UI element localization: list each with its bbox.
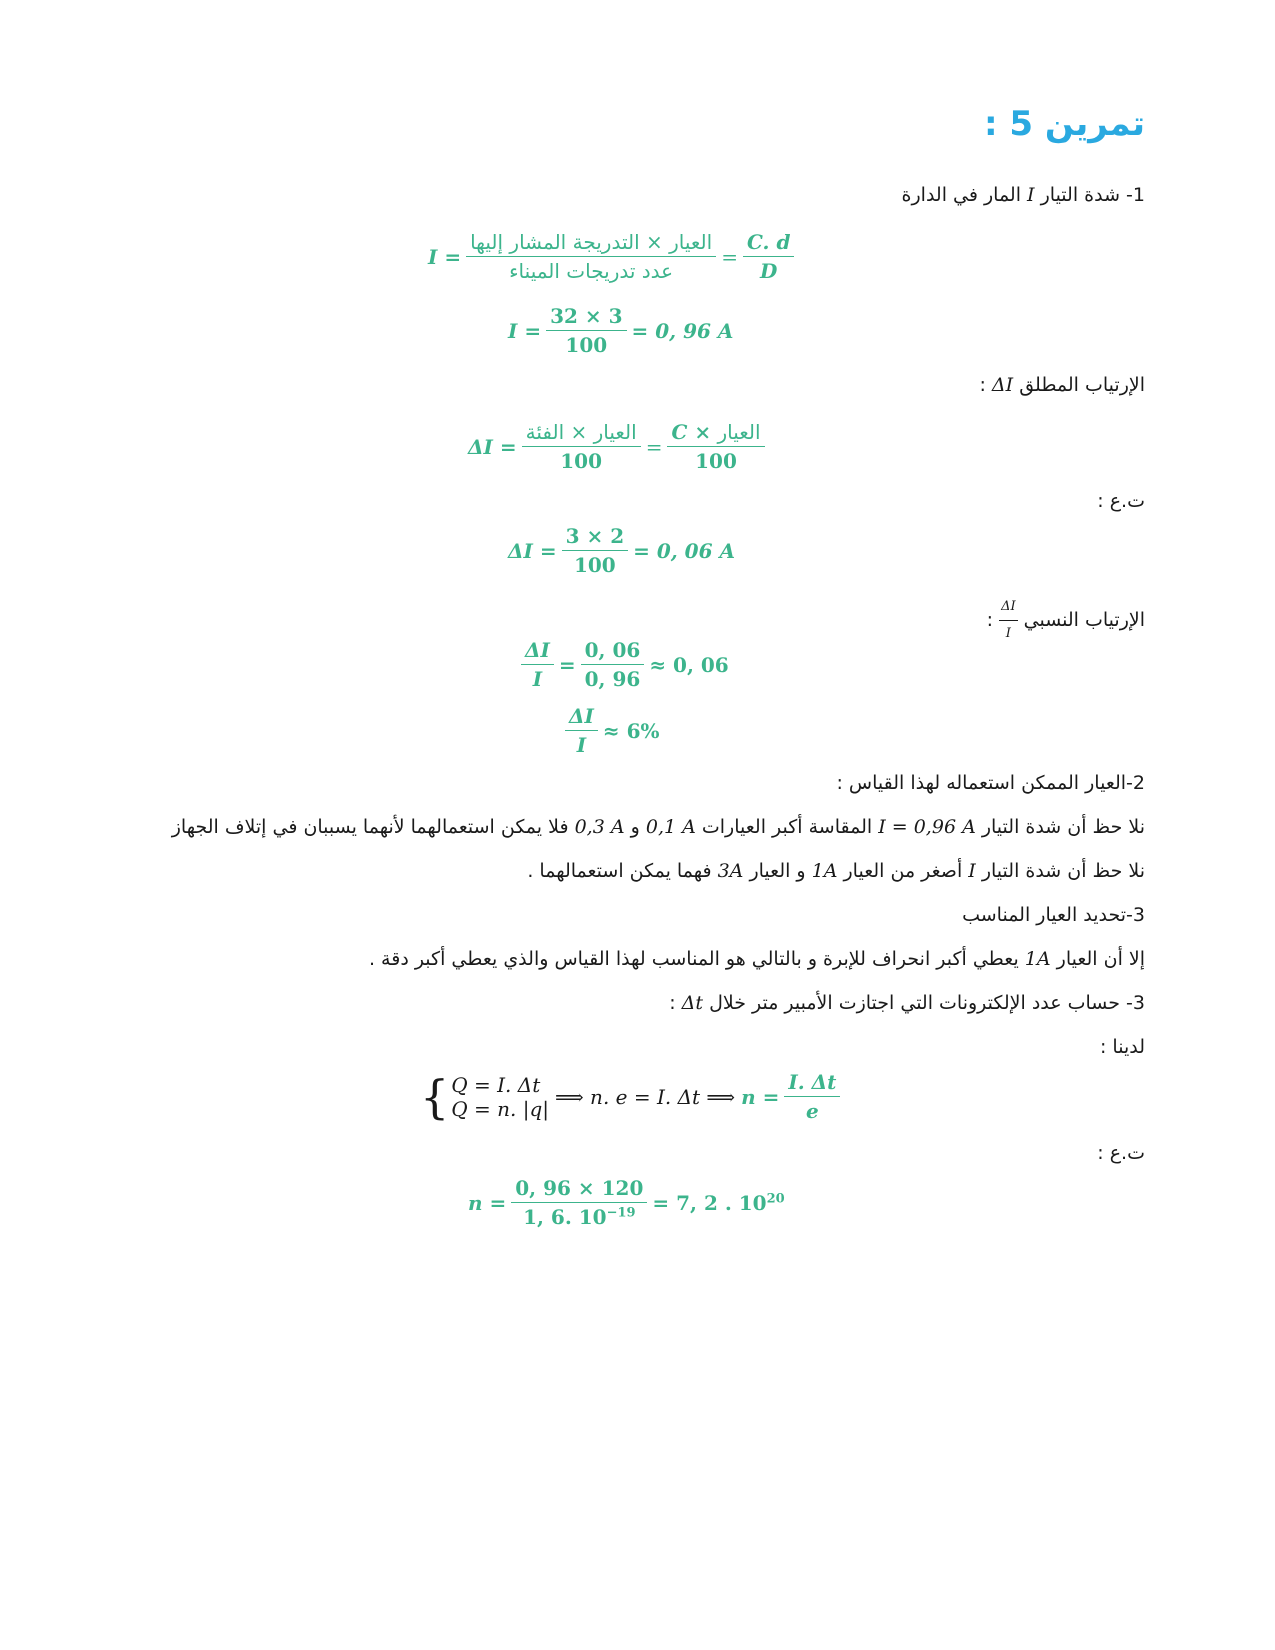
eq3-mixed-denominator: 100 [695, 449, 737, 473]
eq8-fraction [511, 1176, 647, 1229]
q3b-heading-a: 3- حساب عدد الإلكترونات التي اجتازت الأمبير متر خلال [709, 992, 1145, 1014]
eq1-sym-denominator: D [760, 259, 778, 283]
eq1-lhs: I = [428, 244, 462, 269]
eq1-denominator: عدد تدريجات الميناء [509, 259, 674, 283]
eq5-fraction-1 [521, 638, 554, 691]
eq4-fraction [562, 524, 629, 577]
eq4-denominator: 100 [573, 553, 616, 577]
eq7-brace: { [420, 1069, 450, 1124]
q2-l2-c: و العيار [749, 860, 806, 882]
q3-line-a: إلا أن العيار [1056, 948, 1145, 970]
eq1-numerator: العيار × التدريجة المشار إليها [466, 230, 716, 257]
exercise-title: تمرين 5 : [983, 104, 1145, 144]
absolute-uncertainty-heading [979, 372, 1145, 398]
eq1-fraction-symbolic [743, 230, 794, 283]
eq7-implication: ⟹ n. e = I. Δt ⟹ [555, 1084, 736, 1109]
eq8-den-exp: −19 [606, 1205, 636, 1221]
eq2-denominator: 100 [565, 333, 608, 357]
eq5-den2: 0, 96 [584, 667, 641, 691]
rel-err-num: ΔI [999, 594, 1018, 621]
current-formula [428, 230, 799, 283]
eq2-numerator: 32 × 3 [546, 304, 626, 331]
relative-uncertainty-heading [987, 594, 1145, 647]
eq3-denominator: 100 [560, 449, 603, 473]
q2-l2-b: أصغر من العيار [837, 860, 963, 882]
eq4-result: = 0, 06 A [633, 538, 735, 563]
eq3-c-symbol: C × [671, 420, 712, 444]
relative-uncertainty-value [516, 638, 729, 691]
eq3-equals: = [645, 434, 663, 459]
q2-l1-v1: 0,1 A [645, 816, 696, 838]
q2-l1-eq: I = 0,96 A [878, 816, 976, 838]
eq7-num: I. Δt [784, 1070, 840, 1097]
rel-err-colon: : [986, 609, 994, 631]
q2-line-1 [172, 814, 1145, 840]
rel-err-label: الإرتياب النسبي [1023, 609, 1145, 631]
eq3-numerator: العيار × الفئة [522, 420, 641, 447]
eq1-fraction-arabic [466, 230, 716, 283]
q2-l1-b: المقاسة أكبر العيارات [701, 816, 873, 838]
rel-err-fraction [999, 594, 1018, 647]
q2-l2-d: فهما يمكن استعمالهما . [527, 860, 712, 882]
q2-l2-v2: 3A [717, 860, 744, 882]
q1-heading-text-a: 1- شدة التيار [1040, 184, 1145, 206]
eq6-num: ΔI [565, 704, 598, 731]
electron-count-value [468, 1176, 785, 1229]
eq8-num: 0, 96 × 120 [511, 1176, 647, 1203]
eq5-equals: = [558, 652, 576, 677]
q2-l2-v1: 1A [811, 860, 838, 882]
eq7-fraction [784, 1070, 840, 1123]
eq8-result-base: = 7, 2 . 10 [652, 1190, 767, 1215]
q2-l2-a: نلا حظ أن شدة التيار [981, 860, 1145, 882]
electron-count-derivation [420, 1070, 845, 1123]
q2-l1-v2: 0,3 A [574, 816, 625, 838]
eq8-den-base: 1, 6. 10 [523, 1205, 607, 1229]
q2-l1-d: فلا يمكن استعمالهما لأنهما يسببان في إتلاف الجهاز [171, 816, 569, 838]
eq1-equals: = [721, 244, 738, 269]
eq3-fraction-mixed [667, 420, 764, 473]
eq6-fraction [565, 704, 598, 757]
eq7-den: e [806, 1099, 819, 1123]
eq2-result: = 0, 96 A [631, 318, 734, 343]
eq7-line1: Q = I. Δt [451, 1072, 541, 1097]
eq3-mixed-numerator [667, 420, 764, 447]
q3-line [369, 946, 1145, 972]
eq4-numerator: 3 × 2 [562, 524, 629, 551]
eq8-lhs: n = [468, 1190, 507, 1215]
absolute-uncertainty-formula [468, 420, 770, 473]
eq6-den: I [576, 733, 587, 757]
given-label: لدينا : [1099, 1036, 1145, 1058]
current-value-equation [508, 304, 733, 357]
q1-heading-var: I [1027, 184, 1035, 206]
eq5-den1: I [532, 667, 543, 691]
eq8-den [519, 1203, 640, 1229]
numerical-application-label-2: ت.ع : [1097, 1142, 1145, 1164]
eq3-fraction-arabic [522, 420, 641, 473]
eq7-lhs: n = [741, 1084, 780, 1109]
question-3-heading: 3-تحديد العيار المناسب [962, 904, 1145, 926]
relative-uncertainty-percent [560, 704, 660, 757]
eq2-fraction [546, 304, 626, 357]
abs-err-symbol: ΔI [991, 374, 1014, 396]
eq2-lhs: I = [508, 318, 542, 343]
question-3b-heading [669, 990, 1145, 1016]
eq3-lhs: ΔI = [468, 434, 517, 459]
eq4-lhs: ΔI = [508, 538, 557, 563]
eq5-fraction-2 [581, 638, 645, 691]
eq3-rating-word: العيار [717, 420, 761, 444]
eq1-sym-numerator: C. d [743, 230, 794, 257]
abs-err-label: الإرتياب المطلق [1019, 374, 1145, 396]
q2-l2-var: I [968, 860, 976, 882]
eq5-num2: 0, 06 [581, 638, 645, 665]
question-2-heading: 2-العيار الممكن استعماله لهذا القياس : [836, 772, 1145, 794]
q3-line-b: يعطي أكبر انحراف للإبرة و بالتالي هو المناسب لهذا القياس والذي يعطي أكبر دقة . [368, 948, 1019, 970]
question-1-heading [902, 182, 1145, 208]
q2-l1-c: و [630, 816, 640, 838]
eq7-system [451, 1073, 549, 1121]
numerical-application-label-1: ت.ع : [1097, 490, 1145, 512]
q3b-heading-sym: Δt [681, 992, 704, 1014]
rel-err-den: I [1005, 626, 1011, 641]
eq7-line2: Q = n. |q| [451, 1096, 550, 1121]
eq5-num1: ΔI [521, 638, 554, 665]
q2-line-2 [527, 858, 1145, 884]
eq6-result: ≈ 6% [602, 718, 660, 743]
eq8-result [652, 1191, 784, 1215]
q2-l1-a: نلا حظ أن شدة التيار [981, 816, 1145, 838]
absolute-uncertainty-value [508, 524, 735, 577]
eq5-result: ≈ 0, 06 [649, 652, 729, 677]
eq8-result-exp: 20 [766, 1190, 785, 1206]
q3b-heading-b: : [669, 992, 676, 1014]
abs-err-colon: : [979, 374, 986, 396]
q3-line-value: 1A [1024, 948, 1051, 970]
q1-heading-text-b: المار في الدارة [901, 184, 1021, 206]
